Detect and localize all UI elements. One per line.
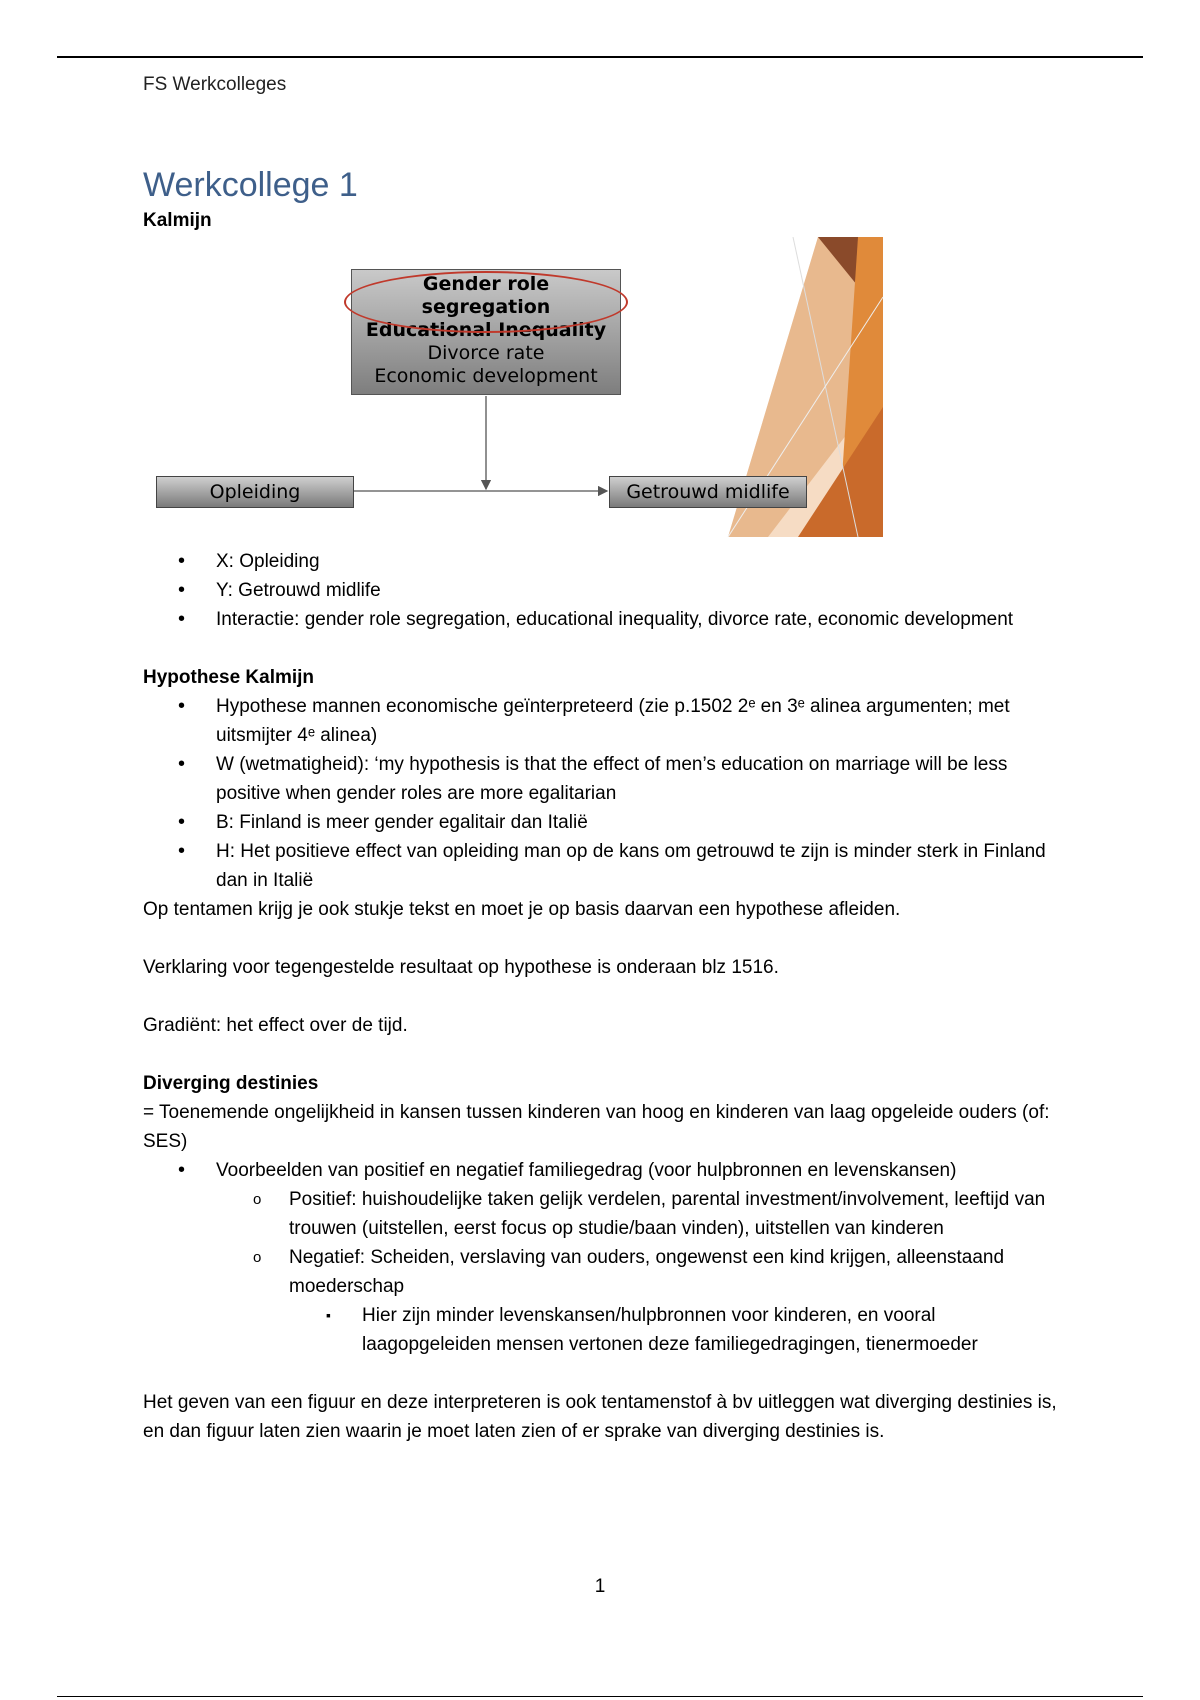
diverging-list [143, 1156, 1063, 1185]
list-item: • H: Het positieve effect van opleiding man op de kans om getrouwd te zijn is minder sterk in Finland dan in Italië [143, 837, 1063, 895]
list-item: • Interactie: gender role segregation, educational inequality, divorce rate, economic development [143, 605, 1063, 634]
list-item: • Y: Getrouwd midlife [143, 576, 1063, 605]
moderator-line-4: Divorce rate [427, 342, 545, 364]
diverging-subsublist [143, 1301, 1063, 1359]
interaction-diagram [143, 237, 1063, 547]
diverging-definition: = Toenemende ongelijkheid in kansen tussen kinderen van hoog en kinderen van laag opgeleide ouders (of: SES) [143, 1102, 1050, 1152]
variables-list [143, 547, 1063, 634]
list-item: • Voorbeelden van positief en negatief familiegedrag (voor hulpbronnen en levenskansen) [143, 1156, 1063, 1185]
page-content [143, 160, 1063, 1446]
running-header: FS Werkcolleges [143, 74, 287, 95]
list-item: • W (wetmatigheid): ‘my hypothesis is that the effect of men’s education on marriage will be less positive when gender roles are more egalitarian [143, 750, 1063, 808]
tentamen-paragraph: Op tentamen krijg je ook stukje tekst en moet je op basis daarvan een hypothese afleiden. [143, 899, 901, 920]
verklaring-paragraph: Verklaring voor tegengestelde resultaat op hypothese is onderaan blz 1516. [143, 957, 779, 978]
moderator-line-1: Gender role [422, 273, 550, 295]
closing-paragraph: Het geven van een figuur en deze interpreteren is ook tentamenstof à bv uitleggen wat diverging destinies is, en dan figuur laten zien waarin je moet laten zien of er sprake van diverging destinies is. [143, 1392, 1057, 1442]
list-item: ▪ Hier zijn minder levenskansen/hulpbronnen voor kinderen, en vooral laagopgeleiden mensen vertonen deze familiegedragingen, tienermoeder [143, 1301, 1063, 1359]
list-item: o Negatief: Scheiden, verslaving van ouders, ongewenst een kind krijgen, alleenstaand moederschap [143, 1243, 1063, 1301]
diverging-sublist [143, 1185, 1063, 1301]
list-item: • B: Finland is meer gender egalitair dan Italië [143, 808, 1063, 837]
subtitle: Kalmijn [143, 210, 212, 231]
y-box: Getrouwd midlife [609, 476, 807, 508]
hypothese-list [143, 692, 1063, 895]
moderator-line-5: Economic development [374, 365, 598, 387]
gradient-paragraph: Gradiënt: het effect over de tijd. [143, 1015, 408, 1036]
list-item: • X: Opleiding [143, 547, 1063, 576]
x-box: Opleiding [156, 476, 354, 508]
top-rule [57, 56, 1143, 58]
moderator-line-2: segregation [421, 296, 551, 318]
moderator-line-3: Educational Inequality [365, 319, 607, 341]
page-title: Werkcollege 1 [143, 166, 358, 204]
page-number: 1 [594, 1576, 606, 1597]
hypothese-heading: Hypothese Kalmijn [143, 667, 315, 688]
list-item: • Hypothese mannen economische geïnterpreteerd (zie p.1502 2ᵉ en 3ᵉ alinea argumenten; met uitsmijter 4ᵉ alinea) [143, 692, 1063, 750]
bottom-rule [57, 1696, 1143, 1697]
diverging-heading: Diverging destinies [143, 1073, 319, 1094]
list-item: o Positief: huishoudelijke taken gelijk verdelen, parental investment/involvement, leeftijd van trouwen (uitstellen, eerst focus op studie/baan vinden), uitstellen van kinderen [143, 1185, 1063, 1243]
